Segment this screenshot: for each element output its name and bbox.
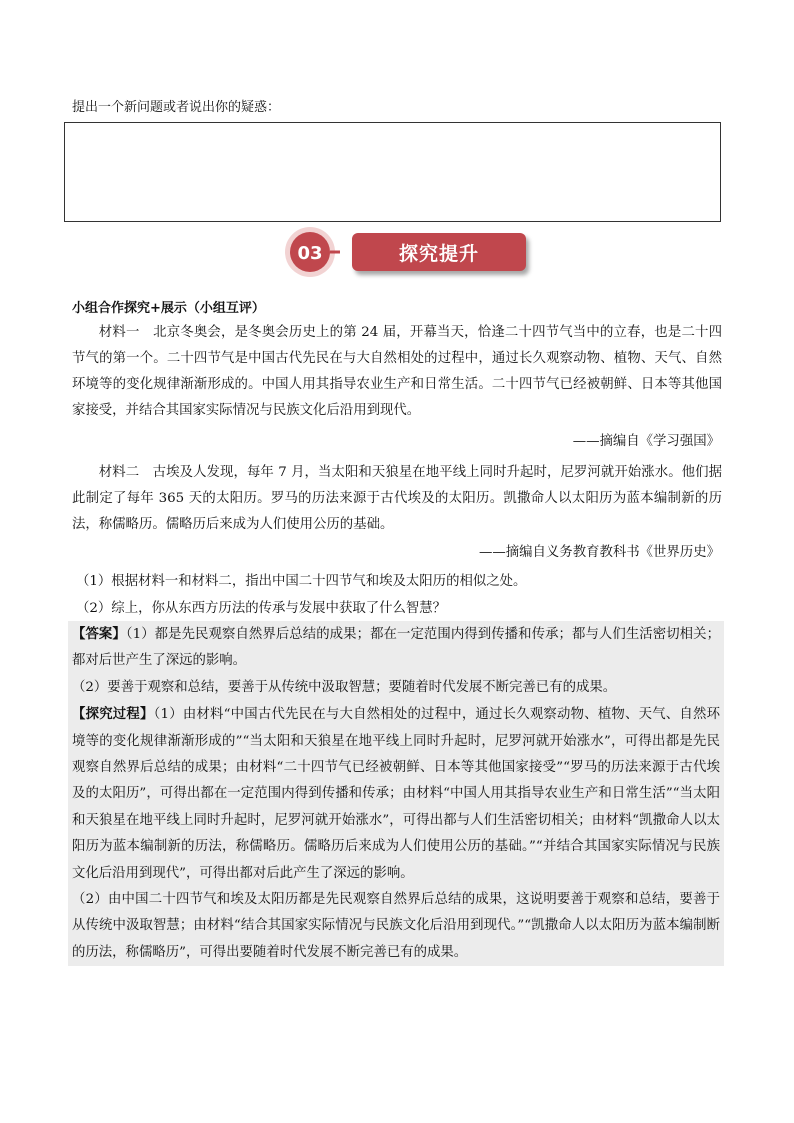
material-1-source: ——摘编自《学习强国》 (572, 434, 720, 449)
material-2: 材料二 古埃及人发现，每年 7 月，当太阳和天狼星在地平线上同时升起时，尼罗河就开始涨水。他们据此制定了每年 365 天的太阳历。罗马的历法来源于古代埃及的太阳历。凯撒命人以太阳历为蓝本编制新的历法，称儒略历。儒略历后来成为人们使用公历的基础。 (72, 465, 722, 532)
process-part-2: （2）由中国二十四节气和埃及太阳历都是先民观察自然界后总结的成果，这说明要善于观察和总结，要善于从传统中汲取智慧；由材料“结合其国家实际情况与民族文化后沿用到现代。”“凯撒命人以太阳历为蓝本编制断的历法，称儒略历”，可得出要随着时代发展不断完善已有的成果。 (72, 892, 720, 960)
answer-block (68, 621, 724, 966)
answer-label: 【答案】 (72, 626, 126, 642)
new-question-prompt: 提出一个新问题或者说出你的疑惑： (72, 100, 281, 115)
question-1: （1）根据材料一和材料二，指出中国二十四节气和埃及太阳历的相似之处。 (76, 574, 527, 589)
section-number: 03 (297, 243, 323, 264)
material-1: 材料一 北京冬奥会，是冬奥会历史上的第 24 届，开幕当天，恰逢二十四节气当中的立春，也是二十四节气的第一个。二十四节气是中国古代先民在与大自然相处的过程中，通过长久观察动物、植物、天气、自然环境等的变化规律渐渐形成的。中国人用其指导农业生产和日常生活。二十四节气已经被朝鲜、日本等其他国家接受，并结合其国家实际情况与民族文化后沿用到现代。 (72, 325, 722, 418)
process-part-1: （1）由材料“中国古代先民在与大自然相处的过程中，通过长久观察动物、植物、天气、自然环境等的变化规律渐渐形成的”“当太阳和天狼星在地平线上同时升起时，尼罗河就开始涨水”，可得出都是先民观察自然界后总结的成果；由材料“二十四节气已经被朝鲜、日本等其他国家接受”“罗马的历法来源于古代埃及的太阳历”，可得出都在一定范围内得到传播和传承；由材料“中国人用其指导农业生产和日常生活”“当太阳和天狼星在地平线上同时升起时，尼罗河就开始涨水”，可得出都与人们生活密切相关；由材料“凯撒命人以太阳历为蓝本编制新的历法，称儒略历。儒略历后来成为人们使用公历的基础。”“并结合其国家实际情况与民族文化后沿用到现代”，可得出都对后此产生了深远的影响。 (72, 707, 720, 881)
answer-part-2: （2）要善于观察和总结，要善于从传统中汲取智慧；要随着时代发展不断完善已有的成果。 (72, 679, 617, 695)
section-number-badge (280, 226, 342, 278)
subheading: 小组合作探究+展示（小组互评） (72, 301, 265, 316)
question-answer-box[interactable] (64, 122, 721, 222)
process-label: 【探究过程】 (72, 706, 154, 723)
material-2-source: ——摘编自义务教育教科书《世界历史》 (478, 545, 720, 560)
question-2: （2）综上，你从东西方历法的传承与发展中获取了什么智慧？ (76, 601, 447, 616)
answer-part-1: （1）都是先民观察自然界后总结的成果；都在一定范围内得到传播和传承；都与人们生活密切相关；都对后世产生了深远的影响。 (72, 627, 720, 669)
section-title: 探究提升 (352, 233, 526, 271)
